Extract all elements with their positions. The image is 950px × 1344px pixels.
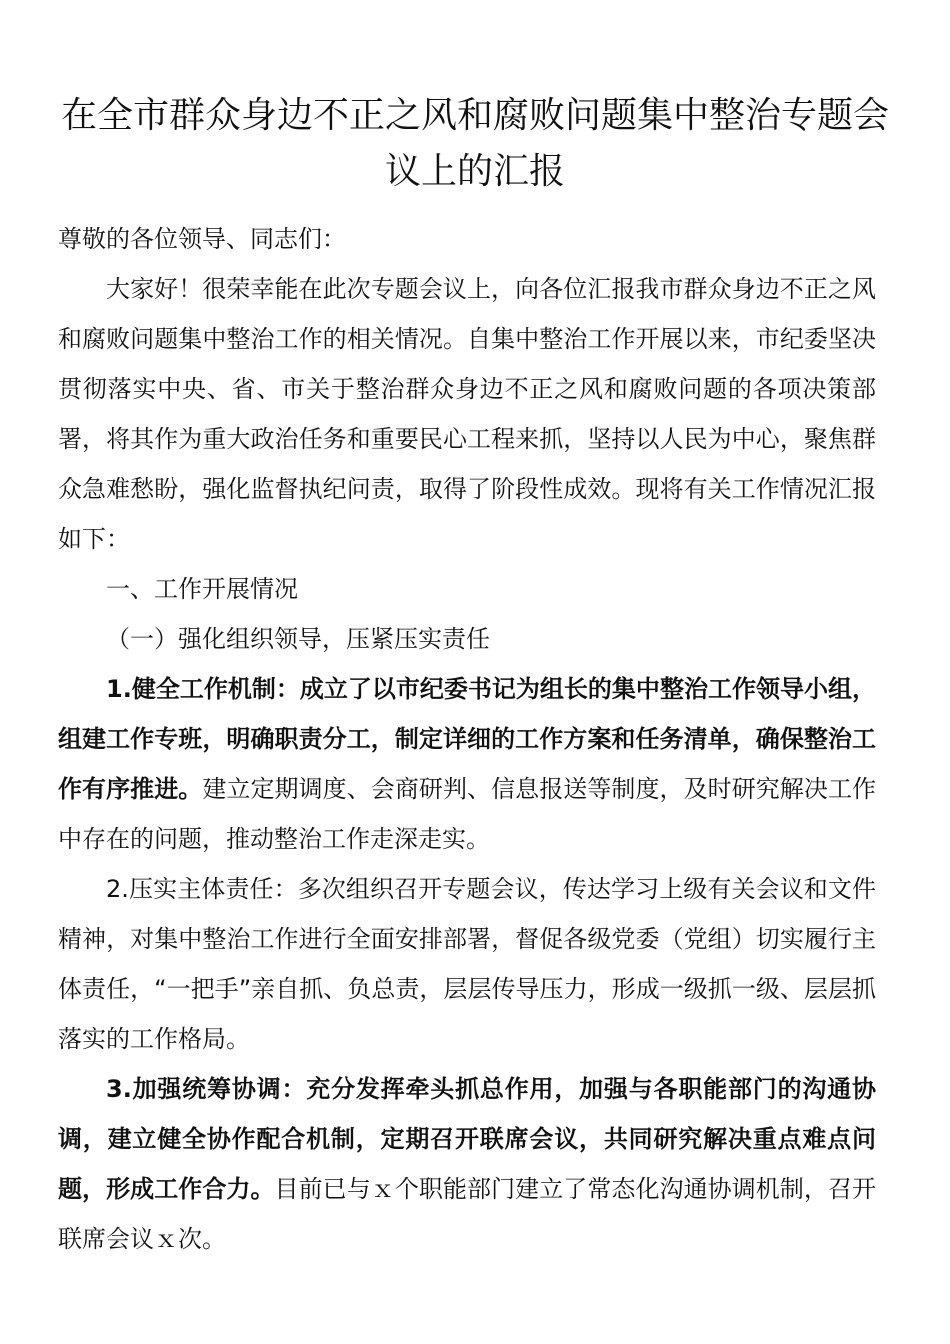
document-body xyxy=(58,214,876,1264)
section-heading: 一、工作开展情况 xyxy=(106,575,298,603)
document-title: 在全市群众身边不正之风和腐败问题集中整治专题会议上的汇报 xyxy=(60,95,889,193)
subsection-heading: （一）强化组织领导，压紧压实责任 xyxy=(106,625,490,653)
item-1-bold-lead: 1.健全工作机制：成立了以市纪委书记为组长的集中整治工作领导小组，组建工作专班，明确职责分工，制定详细的工作方案和任务清单，确保整治工作有序推进。 xyxy=(58,675,876,803)
item-3-text: 目前已与ｘ个职能部门建立了常态化沟通协调机制，召开联席会议ｘ次。 xyxy=(58,1175,876,1253)
item-2-paragraph: 2.压实主体责任：多次组织召开专题会议，传达学习上级有关会议和文件精神，对集中整治工作进行全面安排部署，督促各级党委（党组）切实履行主体责任，“一把手”亲自抓、负总责，层层传导压力，形成一级抓一级、层层抓落实的工作格局。 xyxy=(58,875,876,1053)
salutation: 尊敬的各位领导、同志们： xyxy=(58,225,346,253)
item-1-paragraph xyxy=(58,664,876,864)
item-1-text: 建立定期调度、会商研判、信息报送等制度，及时研究解决工作中存在的问题，推动整治工作走深走实。 xyxy=(58,775,877,853)
intro-paragraph: 大家好！很荣幸能在此次专题会议上，向各位汇报我市群众身边不正之风和腐败问题集中整治工作的相关情况。自集中整治工作开展以来，市纪委坚决贯彻落实中央、省、市关于整治群众身边不正之风和腐败问题的各项决策部署，将其作为重大政治任务和重要民心工程来抓，坚持以人民为中心，聚焦群众急难愁盼，强化监督执纪问责，取得了阶段性成效。现将有关工作情况汇报如下： xyxy=(58,275,876,553)
item-3-paragraph xyxy=(58,1064,876,1264)
item-3-bold-lead: 3.加强统筹协调：充分发挥牵头抓总作用，加强与各职能部门的沟通协调，建立健全协作配合机制，定期召开联席会议，共同研究解决重点难点问题，形成工作合力。 xyxy=(58,1075,876,1203)
